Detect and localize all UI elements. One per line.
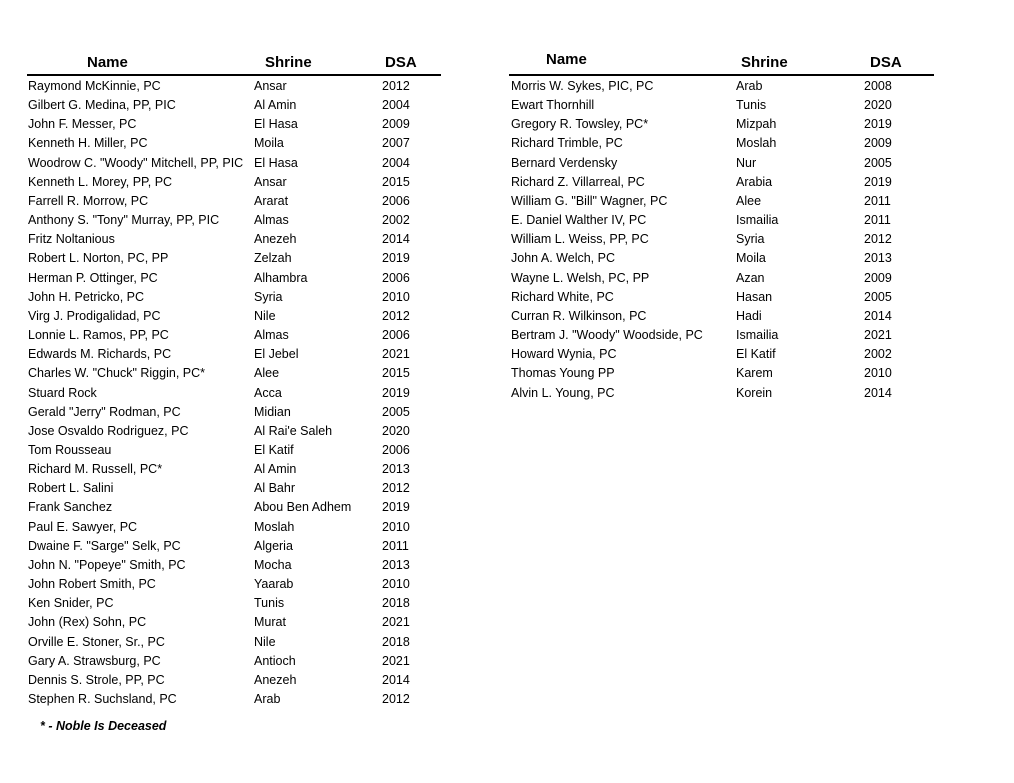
shrine-name: Azan: [736, 270, 765, 285]
dsa-year: 2019: [864, 174, 892, 189]
table-row: [27, 153, 441, 172]
shrine-name: Al Bahr: [254, 481, 295, 496]
header-name: Name: [546, 51, 587, 68]
dsa-year: 2008: [864, 79, 892, 93]
table-row: [27, 287, 441, 306]
table-row: [509, 114, 934, 133]
dsa-year: 2019: [382, 251, 410, 266]
dsa-year: 2015: [382, 174, 410, 189]
table-row: [27, 229, 441, 248]
table-row: [509, 363, 934, 382]
dsa-year: 2002: [864, 347, 892, 362]
header-shrine: Shrine: [741, 54, 788, 71]
shrine-name: Yaarab: [254, 577, 294, 592]
member-name: John N. "Popeye" Smith, PC: [28, 557, 186, 572]
member-name: Raymond McKinnie, PC: [28, 79, 161, 93]
dsa-year: 2018: [382, 596, 410, 611]
footnote: * - Noble Is Deceased: [40, 719, 167, 733]
shrine-name: Murat: [254, 615, 286, 630]
member-name: E. Daniel Walther IV, PC: [511, 213, 647, 228]
shrine-name: Arabia: [736, 174, 773, 189]
table-row: [27, 555, 441, 574]
dsa-year: 2005: [382, 404, 410, 419]
dsa-year: 2010: [864, 366, 892, 381]
member-name: Stephen R. Suchsland, PC: [28, 692, 177, 706]
table-row: [27, 383, 441, 402]
table-row: [27, 325, 441, 344]
dsa-year: 2006: [382, 328, 410, 343]
member-name: Richard White, PC: [511, 289, 614, 304]
shrine-name: El Jebel: [254, 347, 299, 362]
member-name: Richard Z. Villarreal, PC: [511, 174, 645, 189]
dsa-year: 2021: [864, 328, 892, 343]
shrine-name: Moslah: [736, 136, 777, 151]
table-row: [27, 593, 441, 612]
table-row: [27, 459, 441, 478]
table-row: [509, 229, 934, 248]
member-name: William G. "Bill" Wagner, PC: [511, 193, 668, 208]
table-row: [509, 248, 934, 267]
right-table: [509, 50, 934, 402]
table-row: [27, 651, 441, 670]
member-name: Frank Sanchez: [28, 500, 113, 515]
dsa-year: 2013: [382, 462, 410, 477]
member-name: Ken Snider, PC: [28, 596, 114, 611]
dsa-year: 2010: [382, 577, 410, 592]
table-row: [27, 114, 441, 133]
member-name: Herman P. Ottinger, PC: [28, 270, 158, 285]
member-name: Kenneth L. Morey, PP, PC: [28, 174, 173, 189]
table-row: [27, 689, 441, 708]
table-row: [509, 306, 934, 325]
shrine-name: Karem: [736, 366, 773, 381]
member-name: John (Rex) Sohn, PC: [28, 615, 147, 630]
shrine-name: Korein: [736, 385, 773, 400]
shrine-name: Al Amin: [254, 462, 297, 477]
shrine-name: Almas: [254, 328, 289, 343]
member-name: Wayne L. Welsh, PC, PP: [511, 270, 650, 285]
shrine-name: Ismailia: [736, 328, 779, 343]
member-name: Morris W. Sykes, PIC, PC: [511, 79, 654, 93]
dsa-year: 2006: [382, 193, 410, 208]
member-name: Gerald "Jerry" Rodman, PC: [28, 404, 181, 419]
dsa-year: 2007: [382, 136, 410, 151]
table-row: [27, 268, 441, 287]
dsa-year: 2012: [382, 692, 410, 706]
shrine-name: Ismailia: [736, 213, 779, 228]
shrine-name: Antioch: [254, 653, 296, 668]
member-name: Edwards M. Richards, PC: [28, 347, 172, 362]
shrine-name: Arab: [254, 692, 281, 706]
dsa-year: 2011: [864, 213, 891, 228]
table-row: [27, 517, 441, 536]
shrine-name: Ansar: [254, 79, 287, 93]
dsa-year: 2020: [382, 423, 410, 438]
member-name: Robert L. Norton, PC, PP: [28, 251, 169, 266]
dsa-year: 2006: [382, 442, 410, 457]
header-name: Name: [87, 54, 128, 71]
dsa-year: 2014: [382, 232, 410, 247]
dsa-year: 2015: [382, 366, 410, 381]
shrine-name: El Katif: [254, 442, 294, 457]
member-name: John Robert Smith, PC: [28, 577, 156, 592]
shrine-name: Moila: [254, 136, 284, 151]
member-name: Alvin L. Young, PC: [511, 385, 615, 400]
table-row: [27, 478, 441, 497]
shrine-name: Nur: [736, 155, 757, 170]
shrine-name: Alee: [254, 366, 280, 381]
shrine-name: Hadi: [736, 308, 762, 323]
member-name: Woodrow C. "Woody" Mitchell, PP, PIC: [28, 155, 244, 170]
table-row: [509, 191, 934, 210]
dsa-year: 2012: [382, 79, 410, 93]
member-name: Charles W. "Chuck" Riggin, PC*: [28, 366, 205, 381]
dsa-year: 2014: [864, 308, 892, 323]
table-row: [27, 76, 441, 95]
dsa-year: 2021: [382, 653, 410, 668]
member-name: Lonnie L. Ramos, PP, PC: [28, 328, 169, 343]
shrine-name: Arab: [736, 79, 763, 93]
shrine-name: Ansar: [254, 174, 287, 189]
member-name: Tom Rousseau: [28, 442, 112, 457]
shrine-name: Mizpah: [736, 117, 777, 132]
table-row: [27, 210, 441, 229]
table-row: [509, 383, 934, 402]
shrine-name: Abou Ben Adhem: [254, 500, 352, 515]
table-row: [509, 76, 934, 95]
dsa-year: 2019: [864, 117, 892, 132]
member-name: Curran R. Wilkinson, PC: [511, 308, 647, 323]
dsa-year: 2011: [864, 193, 891, 208]
shrine-name: Moslah: [254, 519, 295, 534]
dsa-year: 2014: [864, 385, 892, 400]
dsa-year: 2012: [864, 232, 892, 247]
shrine-name: Anezeh: [254, 232, 297, 247]
left-rows: [27, 76, 441, 708]
dsa-year: 2011: [382, 538, 409, 553]
table-row: [27, 191, 441, 210]
shrine-name: Nile: [254, 634, 276, 649]
shrine-name: Anezeh: [254, 672, 297, 687]
shrine-name: Algeria: [254, 538, 293, 553]
shrine-name: Tunis: [736, 98, 767, 113]
table-row: [27, 344, 441, 363]
dsa-year: 2004: [382, 98, 410, 113]
member-name: Richard M. Russell, PC*: [28, 462, 163, 477]
member-name: Dennis S. Strole, PP, PC: [28, 672, 165, 687]
shrine-name: Alhambra: [254, 270, 308, 285]
member-name: Robert L. Salini: [28, 481, 114, 496]
table-row: [27, 536, 441, 555]
header-dsa: DSA: [870, 54, 902, 71]
member-name: John A. Welch, PC: [511, 251, 615, 266]
shrine-name: Ararat: [254, 193, 289, 208]
member-name: Fritz Noltanious: [28, 232, 115, 247]
table-row: [27, 497, 441, 516]
dsa-year: 2013: [382, 557, 410, 572]
shrine-name: Tunis: [254, 596, 285, 611]
dsa-year: 2018: [382, 634, 410, 649]
dsa-year: 2013: [864, 251, 892, 266]
table-row: [509, 268, 934, 287]
table-row: [27, 248, 441, 267]
right-rows: [509, 76, 934, 402]
shrine-name: El Hasa: [254, 117, 298, 132]
member-name: Stuard Rock: [28, 385, 97, 400]
table-row: [27, 363, 441, 382]
table-row: [509, 287, 934, 306]
member-name: Gregory R. Towsley, PC*: [511, 117, 649, 132]
member-name: Orville E. Stoner, Sr., PC: [28, 634, 165, 649]
shrine-name: Syria: [736, 232, 765, 247]
dsa-year: 2019: [382, 385, 410, 400]
dsa-year: 2010: [382, 519, 410, 534]
table-row: [27, 612, 441, 631]
shrine-name: Moila: [736, 251, 766, 266]
dsa-year: 2020: [864, 98, 892, 113]
table-row: [27, 632, 441, 651]
member-name: Ewart Thornhill: [511, 98, 595, 113]
member-name: Gilbert G. Medina, PP, PIC: [28, 98, 176, 113]
member-name: Richard Trimble, PC: [511, 136, 623, 151]
left-table: [27, 50, 441, 708]
member-name: Bernard Verdensky: [511, 155, 618, 170]
member-name: Howard Wynia, PC: [511, 347, 617, 362]
header-dsa: DSA: [385, 54, 417, 71]
table-row: [27, 133, 441, 152]
table-row: [27, 95, 441, 114]
header-shrine: Shrine: [265, 54, 312, 71]
table-row: [27, 306, 441, 325]
left-header-row: [27, 50, 441, 76]
dsa-year: 2004: [382, 155, 410, 170]
shrine-name: Alee: [736, 193, 762, 208]
shrine-name: Al Rai'e Saleh: [254, 423, 333, 438]
table-row: [27, 670, 441, 689]
shrine-name: Mocha: [254, 557, 292, 572]
dsa-year: 2014: [382, 672, 410, 687]
member-name: Virg J. Prodigalidad, PC: [28, 308, 161, 323]
member-name: Thomas Young PP: [511, 366, 615, 381]
dsa-year: 2009: [864, 136, 892, 151]
shrine-name: El Katif: [736, 347, 776, 362]
member-name: Jose Osvaldo Rodriguez, PC: [28, 423, 189, 438]
dsa-year: 2005: [864, 289, 892, 304]
dsa-year: 2021: [382, 615, 410, 630]
dsa-year: 2019: [382, 500, 410, 515]
dsa-year: 2006: [382, 270, 410, 285]
member-name: John F. Messer, PC: [28, 117, 137, 132]
shrine-name: El Hasa: [254, 155, 298, 170]
dsa-year: 2009: [864, 270, 892, 285]
dsa-year: 2009: [382, 117, 410, 132]
shrine-name: Nile: [254, 308, 276, 323]
dsa-year: 2005: [864, 155, 892, 170]
right-header-row: [509, 50, 934, 76]
member-name: William L. Weiss, PP, PC: [511, 232, 649, 247]
shrine-name: Hasan: [736, 289, 773, 304]
shrine-name: Almas: [254, 213, 289, 228]
dsa-year: 2012: [382, 481, 410, 496]
member-name: Kenneth H. Miller, PC: [28, 136, 148, 151]
member-name: Gary A. Strawsburg, PC: [28, 653, 161, 668]
shrine-name: Syria: [254, 289, 283, 304]
table-row: [27, 421, 441, 440]
table-row: [509, 325, 934, 344]
member-name: John H. Petricko, PC: [28, 289, 145, 304]
table-row: [27, 574, 441, 593]
shrine-name: Zelzah: [254, 251, 292, 266]
member-name: Farrell R. Morrow, PC: [28, 193, 149, 208]
table-row: [509, 344, 934, 363]
dsa-year: 2002: [382, 213, 410, 228]
dsa-year: 2012: [382, 308, 410, 323]
table-row: [27, 440, 441, 459]
shrine-name: Al Amin: [254, 98, 297, 113]
table-row: [509, 95, 934, 114]
table-row: [509, 133, 934, 152]
table-row: [509, 210, 934, 229]
member-name: Paul E. Sawyer, PC: [28, 519, 138, 534]
table-row: [27, 402, 441, 421]
member-name: Anthony S. "Tony" Murray, PP, PIC: [28, 213, 220, 228]
table-row: [509, 172, 934, 191]
table-row: [509, 153, 934, 172]
dsa-year: 2010: [382, 289, 410, 304]
table-row: [27, 172, 441, 191]
shrine-name: Midian: [254, 404, 291, 419]
shrine-name: Acca: [254, 385, 282, 400]
member-name: Dwaine F. "Sarge" Selk, PC: [28, 538, 181, 553]
member-name: Bertram J. "Woody" Woodside, PC: [511, 328, 703, 343]
dsa-year: 2021: [382, 347, 410, 362]
